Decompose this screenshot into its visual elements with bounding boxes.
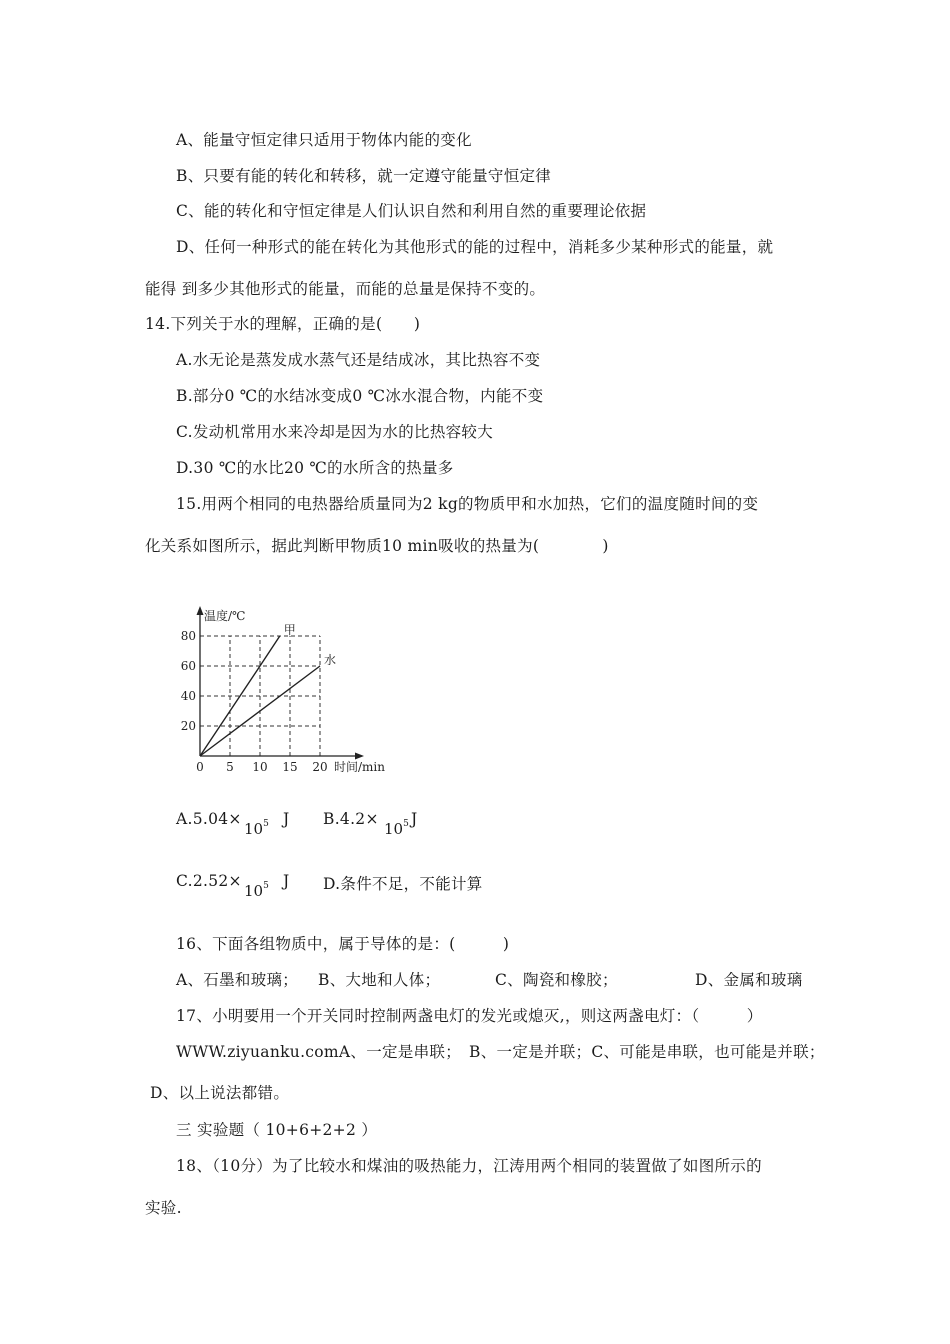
q15-stem-line1: 15.用两个相同的电热器给质量同为2 kg的物质甲和水加热，它们的温度随时间的变 [176, 495, 759, 513]
x-axis-label: 时间/min [334, 760, 385, 774]
y-tick-label: 20 [180, 719, 196, 733]
q15-option-c-power: $10^5$ [244, 881, 269, 900]
x-tick-label: 20 [312, 760, 328, 774]
y-tick-label: 60 [180, 659, 196, 673]
q15-option-d: D.条件不足，不能计算 [323, 875, 483, 893]
q16-stem: 16、下面各组物质中，属于导体的是：( ) [176, 935, 510, 953]
q15-option-a: A.5.04× [176, 810, 242, 828]
x-tick-label: 5 [226, 760, 234, 774]
x-tick-label: 15 [282, 760, 298, 774]
q14-option-d: D.30 ℃的水比20 ℃的水所含的热量多 [176, 459, 454, 477]
y-tick-label: 80 [180, 629, 196, 643]
chart-grid [200, 636, 320, 756]
q13-option-a: A、能量守恒定律只适用于物体内能的变化 [176, 131, 472, 149]
q15-option-c-unit: J [283, 872, 290, 890]
x-tick-label: 10 [252, 760, 268, 774]
q17-options: WWW.ziyuanku.comA、一定是串联； B、一定是并联；C、可能是串联，也可能是并联； [176, 1043, 825, 1061]
series-label-jia: 甲 [283, 623, 296, 637]
x-tick-label: 0 [196, 760, 204, 774]
q15-option-b-unit: J [411, 810, 418, 828]
q13-option-d-line2: 能得 到多少其他形式的能量，而能的总量是保持不变的。 [145, 280, 546, 298]
temperature-time-chart [172, 604, 402, 776]
q18-stem-line2: 实验. [145, 1199, 182, 1217]
q15-option-c: C.2.52× [176, 872, 242, 890]
q17-option-d: D、以上说法都错。 [150, 1084, 290, 1102]
q16-option-d: D、金属和玻璃 [695, 971, 803, 989]
q16-option-c: C、陶瓷和橡胶； [495, 971, 618, 989]
y-axis-label: 温度/℃ [204, 609, 246, 623]
q15-stem-line2: 化关系如图所示，据此判断甲物质10 min吸收的热量为( ) [145, 537, 609, 555]
q14-stem: 14.下列关于水的理解，正确的是( ) [145, 315, 421, 333]
q15-option-b-power: $10^5$ [384, 819, 409, 838]
q14-option-a: A.水无论是蒸发成水蒸气还是结成冰，其比热容不变 [176, 351, 541, 369]
q13-option-c: C、能的转化和守恒定律是人们认识自然和利用自然的重要理论依据 [176, 202, 647, 220]
section-3-title: 三 实验题（ 10+6+2+2 ） [176, 1121, 378, 1139]
q15-option-b: B.4.2× [323, 810, 379, 828]
q14-option-b: B.部分0 ℃的水结冰变成0 ℃冰水混合物，内能不变 [176, 387, 544, 405]
series-line-1 [200, 666, 320, 756]
q17-stem: 17、小明要用一个开关同时控制两盏电灯的发光或熄灭,，则这两盏电灯：（ ） [176, 1007, 763, 1025]
q16-option-b: B、大地和人体； [318, 971, 441, 989]
y-tick-label: 40 [180, 689, 196, 703]
q18-stem-line1: 18、（10分）为了比较水和煤油的吸热能力，江涛用两个相同的装置做了如图所示的 [176, 1157, 762, 1175]
q13-option-d-line1: D、任何一种形式的能在转化为其他形式的能的过程中，消耗多少某种形式的能量，就 [176, 238, 774, 256]
q13-option-b: B、只要有能的转化和转移，就一定遵守能量守恒定律 [176, 167, 552, 185]
q14-option-c: C.发动机常用水来冷却是因为水的比热容较大 [176, 423, 494, 441]
series-label-shui: 水 [324, 653, 337, 667]
q15-option-a-unit: J [283, 810, 290, 828]
q16-option-a: A、石墨和玻璃； [176, 971, 299, 989]
chart-axes [197, 606, 365, 760]
series-line-0 [200, 636, 280, 756]
q15-option-a-power: $10^5$ [244, 819, 269, 838]
